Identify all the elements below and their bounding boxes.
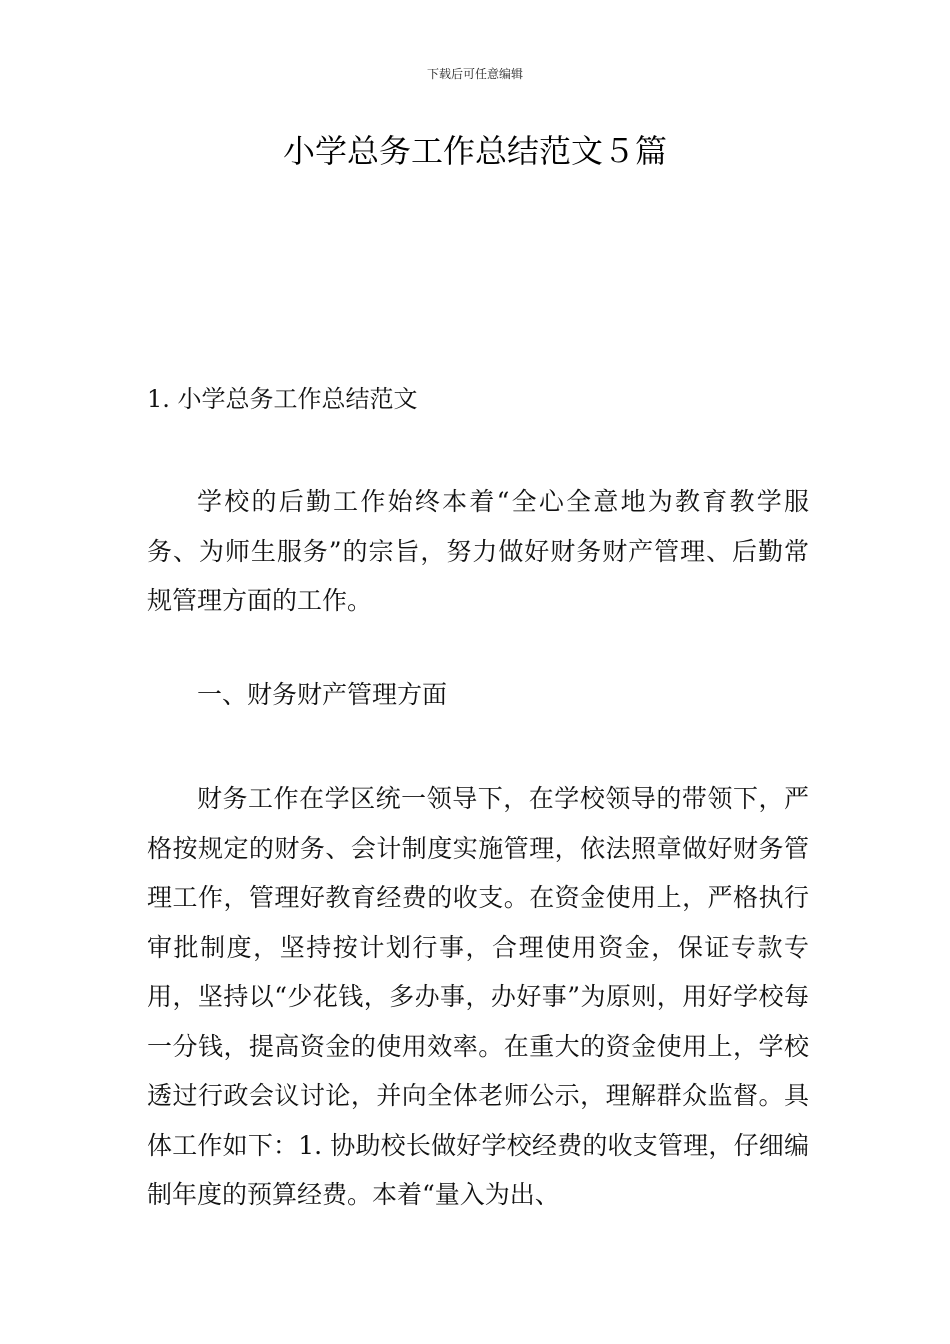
- body-paragraph: 财务工作在学区统一领导下，在学校领导的带领下，严格按规定的财务、会计制度实施管理，依法照章做好财务管理工作，管理好教育经费的收支。在资金使用上，严格执行审批制度，坚持按计划行事，合理使用资金，保证专款专用，坚持以“少花钱，多办事，办好事”为原则，用好学校每一分钱，提高资金的使用效率。在重大的资金使用上，学校透过行政会议讨论，并向全体老师公示，理解群众监督。具体工作如下：1. 协助校长做好学校经费的收支管理，仔细编制年度的预算经费。本着“量入为出、: [147, 784, 809, 1209]
- sub-heading: 一、财务财产管理方面: [197, 680, 448, 709]
- section-heading: 1. 小学总务工作总结范文: [147, 385, 418, 413]
- document-title: 小学总务工作总结范文５篇: [282, 132, 667, 170]
- intro-paragraph: 学校的后勤工作始终本着“全心全意地为教育教学服务、为师生服务”的宗旨，努力做好财务财产管理、后勤常规管理方面的工作。: [147, 487, 809, 615]
- header-note: 下载后可任意编辑: [426, 67, 523, 81]
